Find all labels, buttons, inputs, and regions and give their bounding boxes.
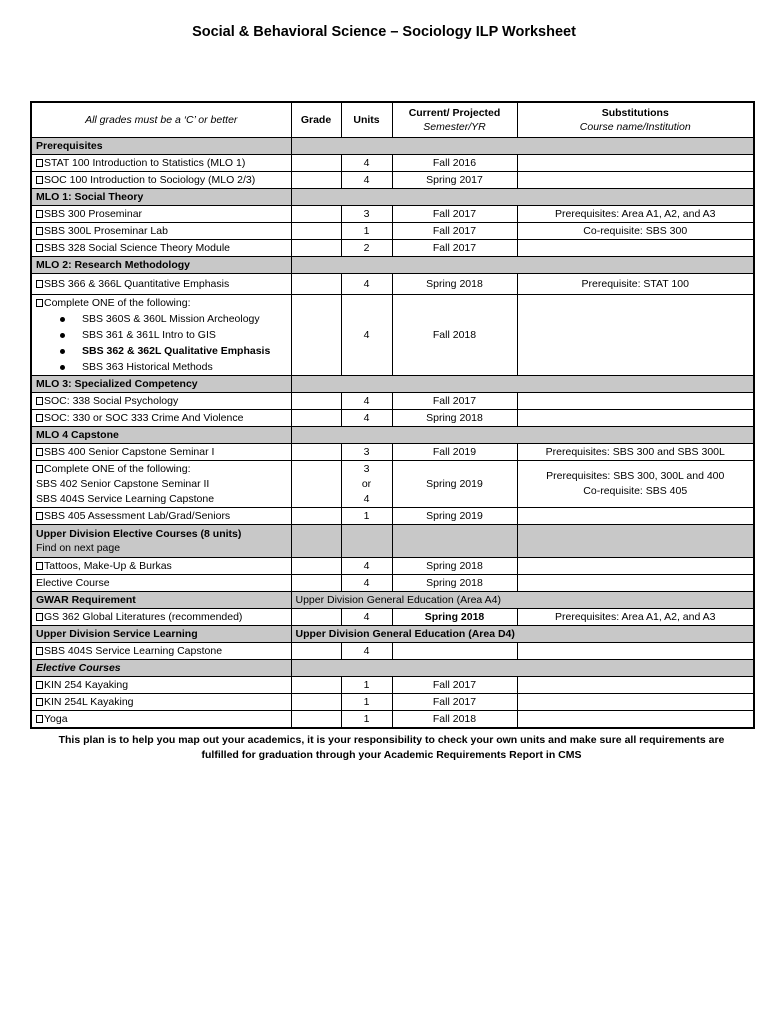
units-cell: 4: [341, 410, 392, 427]
table-row: [31, 558, 754, 575]
units-cell: 4: [341, 609, 392, 626]
substitution-cell: Prerequisites: Area A1, A2, and A3: [517, 206, 754, 223]
bullet-icon: [60, 349, 65, 354]
table-row: [31, 575, 754, 592]
course-name: Complete ONE of the following:: [44, 462, 191, 475]
substitution-cell: [517, 677, 754, 694]
grades-note-header: All grades must be a ‘C’ or better: [31, 102, 291, 138]
checkbox[interactable]: [36, 397, 43, 405]
grade-cell[interactable]: [291, 155, 341, 172]
term-cell: Spring 2018: [392, 410, 517, 427]
section-label: MLO 2: Research Methodology: [31, 257, 291, 274]
list-item: SBS 360S & 360L Mission Archeology: [82, 311, 287, 327]
grade-cell[interactable]: [291, 694, 341, 711]
table-row: [31, 206, 754, 223]
section-row: [31, 427, 754, 444]
section-label: MLO 1: Social Theory: [31, 189, 291, 206]
table-row: [31, 609, 754, 626]
checkbox[interactable]: [36, 176, 43, 184]
substitution-cell: [517, 643, 754, 660]
units-cell: 1: [341, 711, 392, 729]
term-cell: Fall 2017: [392, 677, 517, 694]
term-cell: Spring 2019: [392, 461, 517, 508]
grade-cell[interactable]: [291, 274, 341, 295]
term-cell: Spring 2018: [392, 609, 517, 626]
substitution-cell: [517, 240, 754, 257]
table-row: [31, 711, 754, 729]
units-cell: 2: [341, 240, 392, 257]
course-name: SBS 405 Assessment Lab/Grad/Seniors: [44, 510, 231, 522]
table-row: [31, 643, 754, 660]
checkbox[interactable]: [36, 465, 43, 473]
section-row: [31, 592, 754, 609]
substitution-cell: [517, 508, 754, 525]
term-cell: Fall 2018: [392, 295, 517, 376]
table-row: [31, 223, 754, 240]
section-row: [31, 660, 754, 677]
checkbox[interactable]: [36, 715, 43, 723]
bullet-icon: [60, 317, 65, 322]
course-name: Yoga: [44, 713, 68, 725]
section-label: Elective Courses: [31, 660, 291, 677]
grade-cell[interactable]: [291, 393, 341, 410]
course-option: SBS 402 Senior Capstone Seminar II: [36, 477, 210, 490]
units-cell: 1: [341, 677, 392, 694]
term-cell: Spring 2018: [392, 575, 517, 592]
units-header: Units: [341, 102, 392, 138]
units-cell: 4: [341, 393, 392, 410]
grade-cell[interactable]: [291, 711, 341, 729]
term-cell: Spring 2018: [392, 558, 517, 575]
table-header-row: [31, 102, 754, 138]
grade-cell[interactable]: [291, 410, 341, 427]
section-label: Prerequisites: [31, 138, 291, 155]
section-row: [31, 257, 754, 274]
substitution-cell: [517, 410, 754, 427]
checkbox[interactable]: [36, 562, 43, 570]
term-cell: Fall 2017: [392, 206, 517, 223]
section-label: Upper Division Elective Courses (8 units) Find on next page: [31, 525, 291, 558]
checkbox[interactable]: [36, 414, 43, 422]
checkbox[interactable]: [36, 227, 43, 235]
section-note: Upper Division General Education (Area A4): [291, 592, 754, 609]
table-row: [31, 393, 754, 410]
units-cell: 4: [341, 643, 392, 660]
checkbox[interactable]: [36, 299, 43, 307]
page-title: Social & Behavioral Science – Sociology ILP Worksheet: [192, 24, 576, 40]
table-row: [31, 461, 754, 508]
course-name: SBS 404S Service Learning Capstone: [44, 645, 223, 657]
grade-cell[interactable]: [291, 206, 341, 223]
substitutions-header: Substitutions Course name/Institution: [517, 102, 754, 138]
substitution-cell: Prerequisites: Area A1, A2, and A3: [517, 609, 754, 626]
footer-line: fulfilled for graduation through your Academic Requirements Report in CMS: [201, 749, 582, 761]
substitution-cell: [517, 393, 754, 410]
units-cell: 3: [341, 444, 392, 461]
grade-cell[interactable]: [291, 609, 341, 626]
checkbox[interactable]: [36, 681, 43, 689]
course-name: KIN 254 Kayaking: [44, 679, 129, 691]
table-row: [31, 694, 754, 711]
term-cell: Fall 2016: [392, 155, 517, 172]
grade-cell[interactable]: [291, 240, 341, 257]
checkbox[interactable]: [36, 613, 43, 621]
units-cell: 1: [341, 508, 392, 525]
substitution-cell: [517, 694, 754, 711]
term-cell: [392, 643, 517, 660]
substitution-cell: [517, 558, 754, 575]
substitution-cell: [517, 295, 754, 376]
course-name: SOC 100 Introduction to Sociology (MLO 2/3): [44, 174, 256, 186]
term-cell: Fall 2017: [392, 694, 517, 711]
grade-cell[interactable]: [291, 295, 341, 376]
term-cell: Spring 2017: [392, 172, 517, 189]
table-row: [31, 410, 754, 427]
substitution-cell: Prerequisites: SBS 300, 300L and 400 Co-requisite: SBS 405: [517, 461, 754, 508]
course-option: SBS 404S Service Learning Capstone: [36, 492, 215, 505]
table-row: [31, 295, 754, 376]
course-name: Tattoos, Make-Up & Burkas: [44, 560, 172, 572]
course-name: Elective Course: [31, 575, 291, 592]
course-name: KIN 254L Kayaking: [44, 696, 134, 708]
units-cell: 4: [341, 155, 392, 172]
course-name: SBS 366 & 366L Quantitative Emphasis: [44, 278, 230, 290]
units-cell: 4: [341, 172, 392, 189]
section-label: MLO 4 Capstone: [31, 427, 291, 444]
substitution-cell: Prerequisites: SBS 300 and SBS 300L: [517, 444, 754, 461]
units-cell: 1: [341, 694, 392, 711]
substitution-cell: [517, 155, 754, 172]
term-cell: Fall 2017: [392, 223, 517, 240]
term-header: Current/ Projected Semester/YR: [392, 102, 517, 138]
course-name: SBS 400 Senior Capstone Seminar I: [44, 446, 215, 458]
course-options-list: [36, 311, 287, 375]
checkbox[interactable]: [36, 210, 43, 218]
grade-cell[interactable]: [291, 643, 341, 660]
grade-cell[interactable]: [291, 444, 341, 461]
checkbox[interactable]: [36, 159, 43, 167]
ilp-worksheet-table: [30, 101, 755, 729]
grade-cell[interactable]: [291, 461, 341, 508]
grade-cell[interactable]: [291, 575, 341, 592]
table-row: [31, 677, 754, 694]
section-row: [31, 376, 754, 393]
footer-line: This plan is to help you map out your academics, it is your responsibility to check your own units and make sure all requirements are: [58, 734, 725, 746]
footer-note: [30, 733, 753, 763]
substitution-cell: [517, 711, 754, 729]
grade-cell[interactable]: [291, 508, 341, 525]
table-row: [31, 274, 754, 295]
course-name: SBS 300 Proseminar: [44, 208, 143, 220]
table-row: [31, 155, 754, 172]
grade-cell[interactable]: [291, 677, 341, 694]
bullet-icon: [60, 333, 65, 338]
course-name: Complete ONE of the following:: [44, 297, 191, 309]
units-cell: 4: [341, 274, 392, 295]
course-name: GS 362 Global Literatures (recommended): [44, 611, 243, 623]
list-item: SBS 362 & 362L Qualitative Emphasis: [82, 343, 287, 359]
course-name: SBS 328 Social Science Theory Module: [44, 242, 230, 254]
table-row: [31, 508, 754, 525]
section-row: [31, 189, 754, 206]
section-label: GWAR Requirement: [31, 592, 291, 609]
substitution-cell: [517, 172, 754, 189]
bullet-icon: [60, 365, 65, 370]
section-note: Upper Division General Education (Area D4): [291, 626, 754, 643]
checkbox[interactable]: [36, 244, 43, 252]
checkbox[interactable]: [36, 280, 43, 288]
term-cell: Fall 2018: [392, 711, 517, 729]
section-label: MLO 3: Specialized Competency: [31, 376, 291, 393]
grade-cell[interactable]: [291, 172, 341, 189]
term-cell: Fall 2017: [392, 240, 517, 257]
term-cell: Fall 2017: [392, 393, 517, 410]
term-cell: Fall 2019: [392, 444, 517, 461]
section-row: [31, 138, 754, 155]
course-name: SBS 300L Proseminar Lab: [44, 225, 168, 237]
term-cell: Spring 2018: [392, 274, 517, 295]
units-cell: 3: [341, 206, 392, 223]
term-cell: Spring 2019: [392, 508, 517, 525]
section-label: Upper Division Service Learning: [31, 626, 291, 643]
units-cell: 4: [341, 295, 392, 376]
checkbox[interactable]: [36, 647, 43, 655]
substitution-cell: [517, 575, 754, 592]
list-item: SBS 361 & 361L Intro to GIS: [82, 327, 287, 343]
units-cell: 4: [341, 575, 392, 592]
table-row: [31, 240, 754, 257]
substitution-cell: Prerequisite: STAT 100: [517, 274, 754, 295]
section-row: [31, 626, 754, 643]
units-cell: 1: [341, 223, 392, 240]
checkbox[interactable]: [36, 512, 43, 520]
course-name: SOC: 330 or SOC 333 Crime And Violence: [44, 412, 244, 424]
course-name: SOC: 338 Social Psychology: [44, 395, 179, 407]
substitution-cell: Co-requisite: SBS 300: [517, 223, 754, 240]
table-row: [31, 172, 754, 189]
checkbox[interactable]: [36, 698, 43, 706]
list-item: SBS 363 Historical Methods: [82, 359, 287, 375]
course-name: STAT 100 Introduction to Statistics (MLO 1): [44, 157, 246, 169]
section-row: [31, 525, 754, 558]
grade-cell[interactable]: [291, 223, 341, 240]
grade-header: Grade: [291, 102, 341, 138]
units-cell: 3 or 4: [341, 461, 392, 508]
units-cell: 4: [341, 558, 392, 575]
grade-cell[interactable]: [291, 558, 341, 575]
checkbox[interactable]: [36, 448, 43, 456]
table-row: [31, 444, 754, 461]
